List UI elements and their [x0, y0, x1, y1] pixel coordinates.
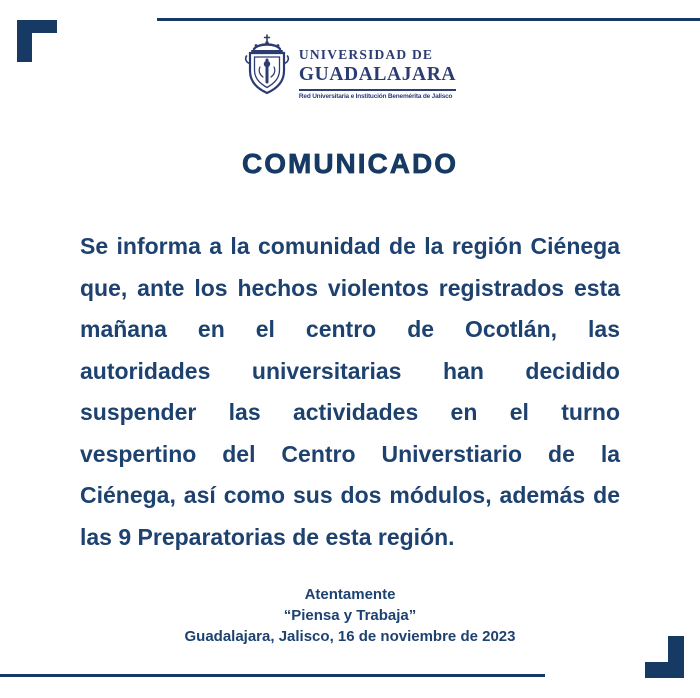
- university-name-line1: UNIVERSIDAD DE: [298, 47, 434, 62]
- university-tagline: Red Universitaria e Institución Benemérita de Jalisco: [298, 93, 453, 100]
- dateline: Guadalajara, Jalisco, 16 de noviembre de 2023: [184, 628, 516, 645]
- announcement-body: [80, 226, 620, 558]
- motto-line: “Piensa y Trabaja”: [283, 607, 417, 624]
- body-line: Se informa a la comunidad de la región Ciénega: [80, 233, 620, 259]
- page-title: COMUNICADO: [242, 148, 458, 179]
- body-line: autoridades universitarias han decidido: [80, 357, 620, 384]
- university-name-line2: GUADALAJARA: [298, 64, 457, 85]
- body-line: mañana en el centro de Ocotlán, las: [80, 316, 620, 342]
- university-logo: [0, 34, 700, 100]
- logo-divider: [299, 89, 456, 91]
- top-horizontal-rule: [157, 18, 700, 21]
- body-line: que, ante los hechos violentos registrados esta: [80, 274, 620, 301]
- university-wordmark: [299, 47, 456, 100]
- body-line: suspender las actividades en el turno: [80, 399, 620, 425]
- closing-line: Atentamente: [304, 586, 396, 603]
- bottom-horizontal-rule: [0, 674, 545, 677]
- body-line: vespertino del Centro Universtiario de la: [80, 440, 620, 467]
- signature-block: [0, 584, 700, 647]
- university-crest-icon: [244, 34, 290, 96]
- body-line: Ciénega, así como sus dos módulos, además de: [80, 482, 620, 508]
- body-line: las 9 Preparatorias de esta región.: [80, 523, 455, 550]
